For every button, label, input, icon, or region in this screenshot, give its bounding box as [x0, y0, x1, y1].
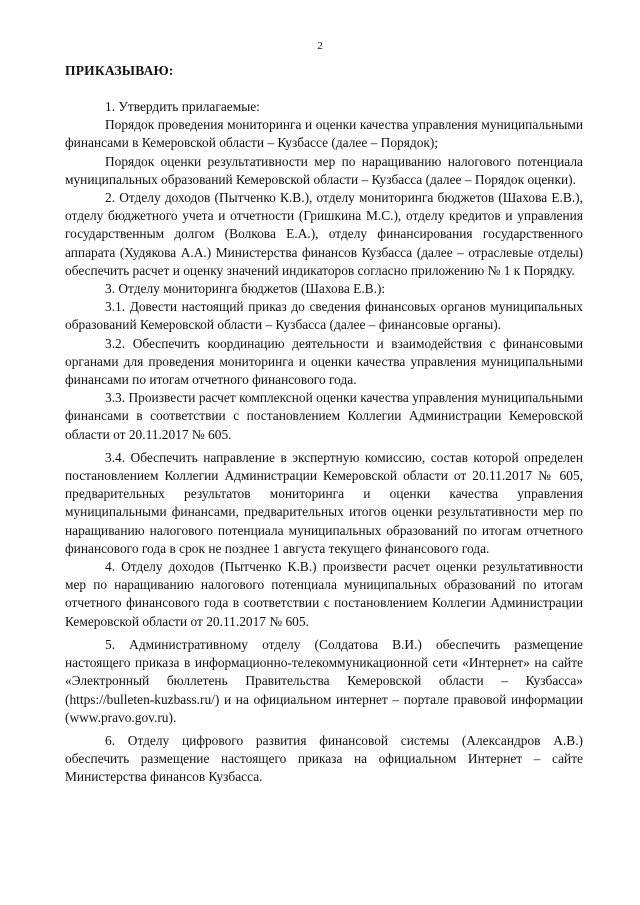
order-body: [65, 98, 583, 787]
paragraph-3-2: 3.2. Обеспечить координацию деятельности и взаимодействия с финансовыми органами для проведения мониторинга и оценки качества управления муниципальными финансами по итогам отчетного финансового года.: [65, 335, 583, 388]
paragraph-3-4: 3.4. Обеспечить направление в экспертную комиссию, состав которой определен постановлением Коллегии Администрации Кемеровской области от 20.11.2017 № 605, предварительных результатов мониторинга и оценки качества управления муниципальными финансами, предварительных итогов оценки результативности мер по наращиванию налогового потенциала муниципальных образований по итогам отчетного финансового года в срок не позднее 1 августа текущего финансового года.: [65, 449, 583, 556]
paragraph-3: 3. Отделу мониторинга бюджетов (Шахова Е.В.):: [105, 281, 386, 297]
paragraph-6: 6. Отделу цифрового развития финансовой системы (Александров А.В.) обеспечить размещение настоящего приказа на официальном Интернет – сайте Министерства финансов Кузбасса.: [65, 732, 583, 785]
paragraph-3-1: 3.1. Довести настоящий приказ до сведения финансовых органов муниципальных образований Кемеровской области – Кузбасса (далее – финансовые органы).: [65, 299, 583, 333]
paragraph-3-3: 3.3. Произвести расчет комплексной оценки качества управления муниципальными финансами в соответствии с постановлением Коллегии Администрации Кемеровской области от 20.11.2017 № 605.: [65, 390, 583, 442]
page-number: 2: [317, 40, 323, 52]
paragraph-5: 5. Административному отделу (Солдатова В.И.) обеспечить размещение настоящего приказа в информационно-телекоммуникационной сети «Интернет» на сайте «Электронный бюллетень Правительства Кемеровской области – Кузбасса» (https://bulleten-kuzbass.ru/) и на официальном интернет – портале правовой информации (www.pravo.gov.ru).: [65, 636, 583, 725]
paragraph-2: 2. Отделу доходов (Пытченко К.В.), отделу мониторинга бюджетов (Шахова Е.В.), отделу бюджетного учета и отчетности (Гришкина М.С.), отделу кредитов и управления государственным долгом (Волкова Е.А.), отделу финансирования государственного аппарата (Худякова А.А.) Министерства финансов Кузбасса (далее – отраслевые отделы) обеспечить расчет и оценку значений индикаторов согласно приложению № 1 к Порядку.: [65, 190, 583, 278]
paragraph-1: 1. Утвердить прилагаемые:: [105, 99, 260, 114]
order-heading: ПРИКАЗЫВАЮ:: [65, 63, 174, 78]
paragraph-4: 4. Отделу доходов (Пытченко К.В.) произвести расчет оценки результативности мер по наращиванию налогового потенциала муниципальных образований по итогам отчетного финансового года в соответствии с постановлением Коллегии Администрации Кемеровской области от 20.11.2017 № 605.: [65, 559, 583, 629]
paragraph-procedure-assessment: Порядок оценки результативности мер по наращиванию налогового потенциала муниципальных образований Кемеровской области – Кузбасса (далее – Порядок оценки).: [65, 153, 583, 187]
paragraph-procedure-monitoring: Порядок проведения мониторинга и оценки качества управления муниципальными финансами в Кемеровской области – Кузбассе (далее – Порядок);: [65, 117, 583, 151]
